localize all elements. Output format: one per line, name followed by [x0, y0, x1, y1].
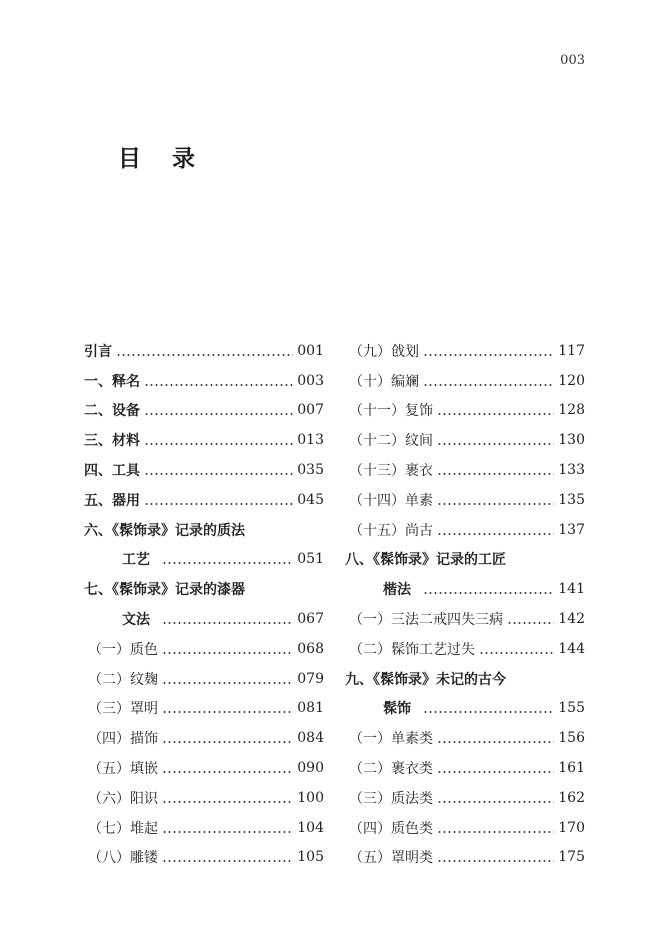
toc-entry[interactable]: [84, 723, 324, 753]
toc-entry-page: 155: [558, 700, 585, 717]
toc-leader-dots: [162, 849, 293, 863]
toc-entry-label: 三、材料: [84, 433, 140, 450]
toc-entry-page: 045: [297, 491, 324, 508]
toc-entry[interactable]: [345, 545, 585, 575]
toc-entry[interactable]: [345, 723, 585, 753]
toc-leader-dots: [162, 820, 293, 834]
toc-entry-label: 工艺: [122, 552, 150, 569]
toc-leader-dots: [162, 760, 293, 774]
toc-leader-dots: [437, 849, 554, 863]
toc-entry-label: （三）罩明: [88, 701, 158, 718]
toc-entry[interactable]: [345, 604, 585, 634]
toc-entry-label: 髹饰: [383, 701, 411, 718]
toc-leader-dots: [162, 551, 293, 565]
toc-leader-dots: [507, 611, 554, 625]
toc-entry-page: 161: [558, 760, 585, 777]
toc-entry[interactable]: [84, 634, 324, 664]
toc-entry-label: 楷法: [383, 582, 411, 599]
toc-entry-page: 117: [558, 342, 585, 359]
toc-entry-page: 081: [297, 700, 324, 717]
toc-entry[interactable]: [345, 634, 585, 664]
toc-entry-label: （一）质色: [88, 641, 158, 658]
toc-entry-page: 067: [297, 611, 324, 628]
toc-entry[interactable]: [345, 515, 585, 545]
toc-leader-dots: [437, 730, 554, 744]
toc-entry-page: 090: [297, 760, 324, 777]
toc-entry[interactable]: [345, 425, 585, 455]
toc-entry-label: 五、器用: [84, 492, 140, 509]
page-number: 003: [560, 53, 585, 68]
toc-entry-label: （六）阳识: [88, 790, 158, 807]
toc-entry-label: 八、《髹饰录》记录的工匠: [345, 552, 506, 569]
toc-entry-page: 051: [297, 551, 324, 568]
toc-entry-label: 七、《髹饰录》记录的漆器: [84, 582, 245, 599]
toc-entry[interactable]: [84, 485, 324, 515]
toc-entry[interactable]: [84, 396, 324, 426]
toc-entry-page: 013: [297, 432, 324, 449]
toc-entry-label: 一、释名: [84, 373, 140, 390]
toc-entry-label: （二）裹衣类: [349, 761, 433, 778]
toc-entry-page: 162: [558, 789, 585, 806]
toc-entry-page: 144: [558, 640, 585, 657]
toc-entry-label: （二）髹饰工艺过失: [349, 641, 475, 658]
toc-leader-dots: [437, 790, 554, 804]
toc-entry[interactable]: [345, 336, 585, 366]
toc-entry[interactable]: [84, 783, 324, 813]
toc-entry[interactable]: [84, 455, 324, 485]
toc-leader-dots: [144, 492, 293, 506]
toc-entry-label: （八）雕镂: [88, 850, 158, 867]
toc-leader-dots: [144, 402, 293, 416]
toc-entry[interactable]: [345, 455, 585, 485]
toc-entry[interactable]: [345, 783, 585, 813]
toc-entry-label: （十三）裹衣: [349, 463, 433, 480]
toc-entry-label: （七）堆起: [88, 820, 158, 837]
toc-entry-label: （三）质法类: [349, 790, 433, 807]
toc-leader-dots: [423, 581, 554, 595]
toc-entry-label: （十四）单素: [349, 492, 433, 509]
toc-leader-dots: [144, 462, 293, 476]
toc-entry-label: 四、工具: [84, 463, 140, 480]
toc-entry[interactable]: [84, 664, 324, 694]
toc-entry[interactable]: [345, 396, 585, 426]
toc-entry-label: （一）三法二戒四失三病: [349, 612, 503, 629]
toc-entry[interactable]: [345, 485, 585, 515]
toc-leader-dots: [162, 611, 293, 625]
toc-entry-page: 141: [558, 581, 585, 598]
toc-entry[interactable]: [84, 843, 324, 873]
toc-entry-label: （二）纹麹: [88, 671, 158, 688]
toc-entry[interactable]: [345, 753, 585, 783]
toc-leader-dots: [162, 700, 293, 714]
toc-leader-dots: [162, 671, 293, 685]
toc-entry-page: 120: [558, 372, 585, 389]
toc-entry-label: （五）罩明类: [349, 850, 433, 867]
toc-entry-page: 156: [558, 730, 585, 747]
toc-entry-page: 130: [558, 432, 585, 449]
toc-leader-dots: [437, 492, 554, 506]
toc-entry-page: 007: [297, 402, 324, 419]
toc-entry-label: 二、设备: [84, 403, 140, 420]
toc-entry-label: （十）编斓: [349, 373, 419, 390]
toc-leader-dots: [144, 373, 293, 387]
toc-entry[interactable]: [84, 753, 324, 783]
toc-leader-dots: [162, 730, 293, 744]
toc-entry-page: 137: [558, 521, 585, 538]
toc-entry[interactable]: [84, 574, 324, 604]
toc-leader-dots: [144, 432, 293, 446]
toc-entry[interactable]: [84, 336, 324, 366]
toc-entry-page: 100: [297, 789, 324, 806]
toc-entry-label: （十一）复饰: [349, 403, 433, 420]
toc-entry[interactable]: [84, 545, 324, 575]
toc-entry-page: 003: [297, 372, 324, 389]
toc-leader-dots: [423, 343, 554, 357]
toc-leader-dots: [437, 402, 554, 416]
toc-leader-dots: [437, 760, 554, 774]
toc-entry[interactable]: [345, 664, 585, 694]
toc-entry-label: （五）填嵌: [88, 761, 158, 778]
toc-leader-dots: [423, 373, 554, 387]
toc-entry-page: 142: [558, 611, 585, 628]
toc-leader-dots: [437, 820, 554, 834]
toc-entry-page: 128: [558, 402, 585, 419]
toc-entry[interactable]: [345, 843, 585, 873]
toc-entry-page: 001: [297, 342, 324, 359]
toc-entry-page: 135: [558, 491, 585, 508]
toc-entry[interactable]: [84, 813, 324, 843]
toc-entry-page: 105: [297, 849, 324, 866]
toc-entry[interactable]: [345, 366, 585, 396]
toc-entry[interactable]: [84, 425, 324, 455]
toc-entry-page: 175: [558, 849, 585, 866]
toc-entry[interactable]: [84, 515, 324, 545]
toc-entry-label: （十五）尚古: [349, 522, 433, 539]
toc-leader-dots: [162, 790, 293, 804]
toc-entry-label: （一）单素类: [349, 731, 433, 748]
toc-column-right: [345, 336, 585, 872]
toc-entry-page: 170: [558, 819, 585, 836]
toc-leader-dots: [437, 432, 554, 446]
toc-entry[interactable]: [345, 694, 585, 724]
toc-entry-label: （四）质色类: [349, 820, 433, 837]
toc-leader-dots: [437, 522, 554, 536]
toc-entry[interactable]: [84, 366, 324, 396]
toc-entry-page: 084: [297, 730, 324, 747]
page-title: 目 录: [118, 145, 207, 172]
toc-entry-page: 068: [297, 640, 324, 657]
toc-entry[interactable]: [84, 604, 324, 634]
toc-leader-dots: [116, 343, 293, 357]
toc-entry-page: 079: [297, 670, 324, 687]
toc-entry-label: （四）描饰: [88, 731, 158, 748]
toc-entry-page: 104: [297, 819, 324, 836]
toc-leader-dots: [479, 641, 554, 655]
toc-entry[interactable]: [345, 574, 585, 604]
toc-entry-page: 035: [297, 462, 324, 479]
toc-leader-dots: [437, 462, 554, 476]
toc-entry-page: 133: [558, 462, 585, 479]
toc-entry-label: 引言: [84, 343, 112, 360]
toc-entry-label: 六、《髹饰录》记录的质法: [84, 522, 245, 539]
toc-entry[interactable]: [84, 694, 324, 724]
toc-column-left: [84, 336, 324, 872]
toc-entry[interactable]: [345, 813, 585, 843]
toc-entry-label: （九）戗划: [349, 343, 419, 360]
toc-entry-label: 文法: [122, 612, 150, 629]
toc-entry-label: 九、《髹饰录》未记的古今: [345, 671, 506, 688]
toc-leader-dots: [162, 641, 293, 655]
toc-leader-dots: [423, 700, 554, 714]
toc-entry-label: （十二）纹间: [349, 433, 433, 450]
